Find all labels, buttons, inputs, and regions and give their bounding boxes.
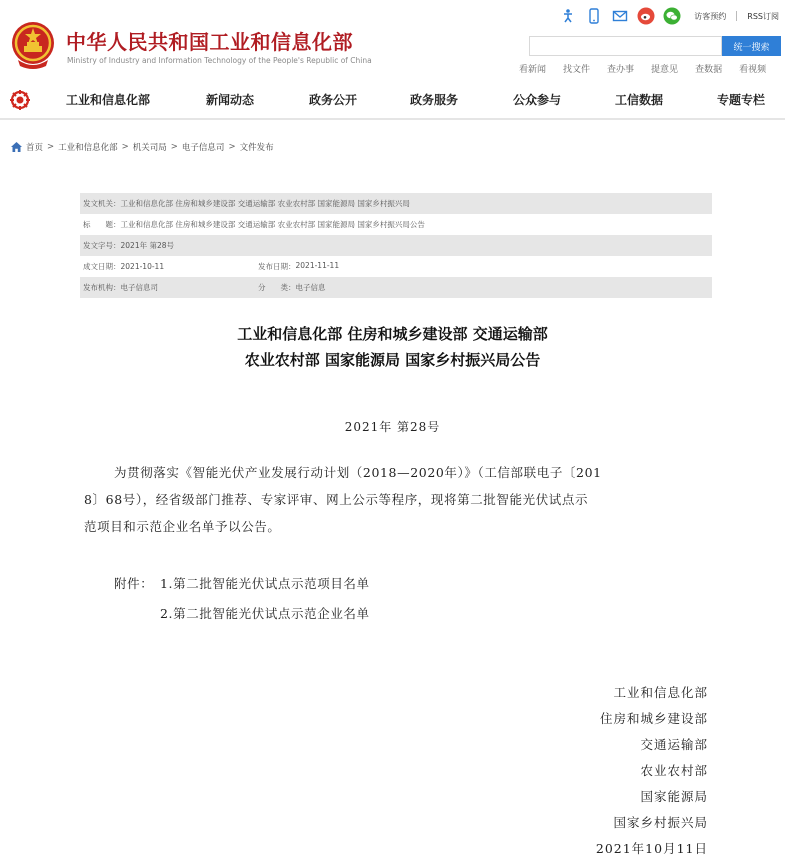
nav-item-data[interactable]: 工信数据: [615, 93, 664, 107]
breadcrumb-publications[interactable]: 文件发布: [239, 143, 274, 153]
meta-value: 电子信息: [295, 283, 326, 292]
body-text-line: 为贯彻落实《智能光伏产业发展行动计划（2018—2020年）》（工信部联电子〔201: [114, 465, 602, 480]
meta-label: 成文日期：: [83, 262, 121, 271]
search-input[interactable]: [529, 36, 722, 56]
signatory: 工业和信息化部: [613, 685, 708, 700]
breadcrumb-home[interactable]: 首页: [26, 143, 44, 153]
attachment-label: 附件：: [114, 576, 154, 591]
nav-item-public-affairs[interactable]: 政务公开: [309, 93, 358, 107]
signatory: 住房和城乡建设部: [599, 711, 708, 726]
breadcrumb-electronics-dept[interactable]: 电子信息司: [181, 143, 225, 153]
quick-link-data[interactable]: 查数据: [695, 65, 723, 75]
ministry-logo-icon[interactable]: [10, 90, 30, 110]
meta-col2: [258, 261, 339, 272]
meta-label: 发布日期：: [258, 262, 296, 271]
meta-row-agency: [80, 277, 712, 298]
mobile-icon[interactable]: [584, 6, 604, 26]
attachment-item[interactable]: 1.第二批智能光伏试点示范项目名单: [160, 576, 370, 591]
meta-row-doc-no: [80, 235, 712, 256]
site-subtitle: Ministry of Industry and Information Technology of the People's Republic of China: [67, 56, 372, 65]
breadcrumb-separator: >: [228, 142, 236, 152]
document-meta-table: [80, 193, 712, 298]
visitor-appointment-link[interactable]: 访客预约: [694, 11, 727, 21]
meta-value: 电子信息司: [120, 283, 158, 292]
weibo-icon[interactable]: [636, 6, 656, 26]
home-icon[interactable]: [11, 142, 22, 152]
site-title[interactable]: 中华人民共和国工业和信息化部: [66, 30, 353, 54]
meta-col2: [258, 282, 326, 293]
meta-label: 发文机关：: [83, 199, 121, 208]
body-text-line: 范项目和示范企业名单予以公告。: [84, 519, 281, 534]
attachment-item[interactable]: 2.第二批智能光伏试点示范企业名单: [160, 606, 370, 621]
signatory: 国家能源局: [640, 789, 708, 804]
rss-link[interactable]: RSS订阅: [747, 11, 779, 21]
meta-label: 分 类：: [258, 283, 296, 292]
nav-item-ministry[interactable]: 工业和信息化部: [66, 93, 151, 107]
meta-row-title: [80, 214, 712, 235]
document-title-line1: 工业和信息化部 住房和城乡建设部 交通运输部: [237, 325, 548, 343]
breadcrumb-separator: >: [121, 142, 129, 152]
national-emblem-icon[interactable]: [10, 20, 56, 70]
meta-row-issuer: [80, 193, 712, 214]
top-toolbar: [552, 6, 779, 26]
meta-label: 标 题：: [83, 220, 121, 229]
meta-value: 工业和信息化部 住房和城乡建设部 交通运输部 农业农村部 国家能源局 国家乡村振兴局公告: [120, 220, 425, 229]
document-title-line2: 农业农村部 国家能源局 国家乡村振兴局公告: [244, 351, 541, 369]
breadcrumb-departments[interactable]: 机关司局: [132, 143, 167, 153]
accessibility-icon[interactable]: [558, 6, 578, 26]
meta-row-dates: [80, 256, 712, 277]
site-header: [0, 0, 785, 80]
main-nav: [0, 82, 785, 120]
document-date: 2021年10月11日: [595, 841, 708, 856]
unified-search-button[interactable]: 统一搜索: [722, 36, 781, 56]
breadcrumb: [11, 141, 274, 153]
quick-link-services[interactable]: 查办事: [607, 65, 635, 75]
quick-link-news[interactable]: 看新闻: [519, 65, 547, 75]
meta-label: 发布机构：: [83, 283, 121, 292]
nav-item-government-services[interactable]: 政务服务: [410, 93, 459, 107]
signatory: 国家乡村振兴局: [613, 815, 708, 830]
mail-icon[interactable]: [610, 6, 630, 26]
signatory: 农业农村部: [640, 763, 708, 778]
signatory: 交通运输部: [640, 737, 708, 752]
quick-link-documents[interactable]: 找文件: [563, 65, 591, 75]
quick-link-feedback[interactable]: 提意见: [651, 65, 679, 75]
breadcrumb-separator: >: [47, 142, 55, 152]
quick-links: [519, 62, 766, 75]
body-text-line: 8〕68号），经省级部门推荐、专家评审、网上公示等程序，现将第二批智能光伏试点示: [84, 492, 589, 507]
meta-value: 工业和信息化部 住房和城乡建设部 交通运输部 农业农村部 国家能源局 国家乡村振兴局: [120, 199, 410, 208]
breadcrumb-ministry[interactable]: 工业和信息化部: [58, 143, 118, 153]
divider: [736, 11, 737, 21]
breadcrumb-separator: >: [170, 142, 178, 152]
nav-item-special-topics[interactable]: 专题专栏: [717, 93, 766, 107]
meta-value: 2021-10-11: [120, 262, 165, 271]
document-serial-number: 2021年 第28号: [344, 420, 441, 434]
nav-item-news[interactable]: 新闻动态: [206, 93, 255, 107]
meta-value: 2021年 第28号: [120, 241, 175, 250]
nav-item-public-participation[interactable]: 公众参与: [513, 93, 562, 107]
quick-link-video[interactable]: 看视频: [739, 65, 767, 75]
wechat-icon[interactable]: [662, 6, 682, 26]
meta-value: 2021-11-11: [295, 261, 340, 270]
meta-label: 发文字号：: [83, 241, 121, 250]
